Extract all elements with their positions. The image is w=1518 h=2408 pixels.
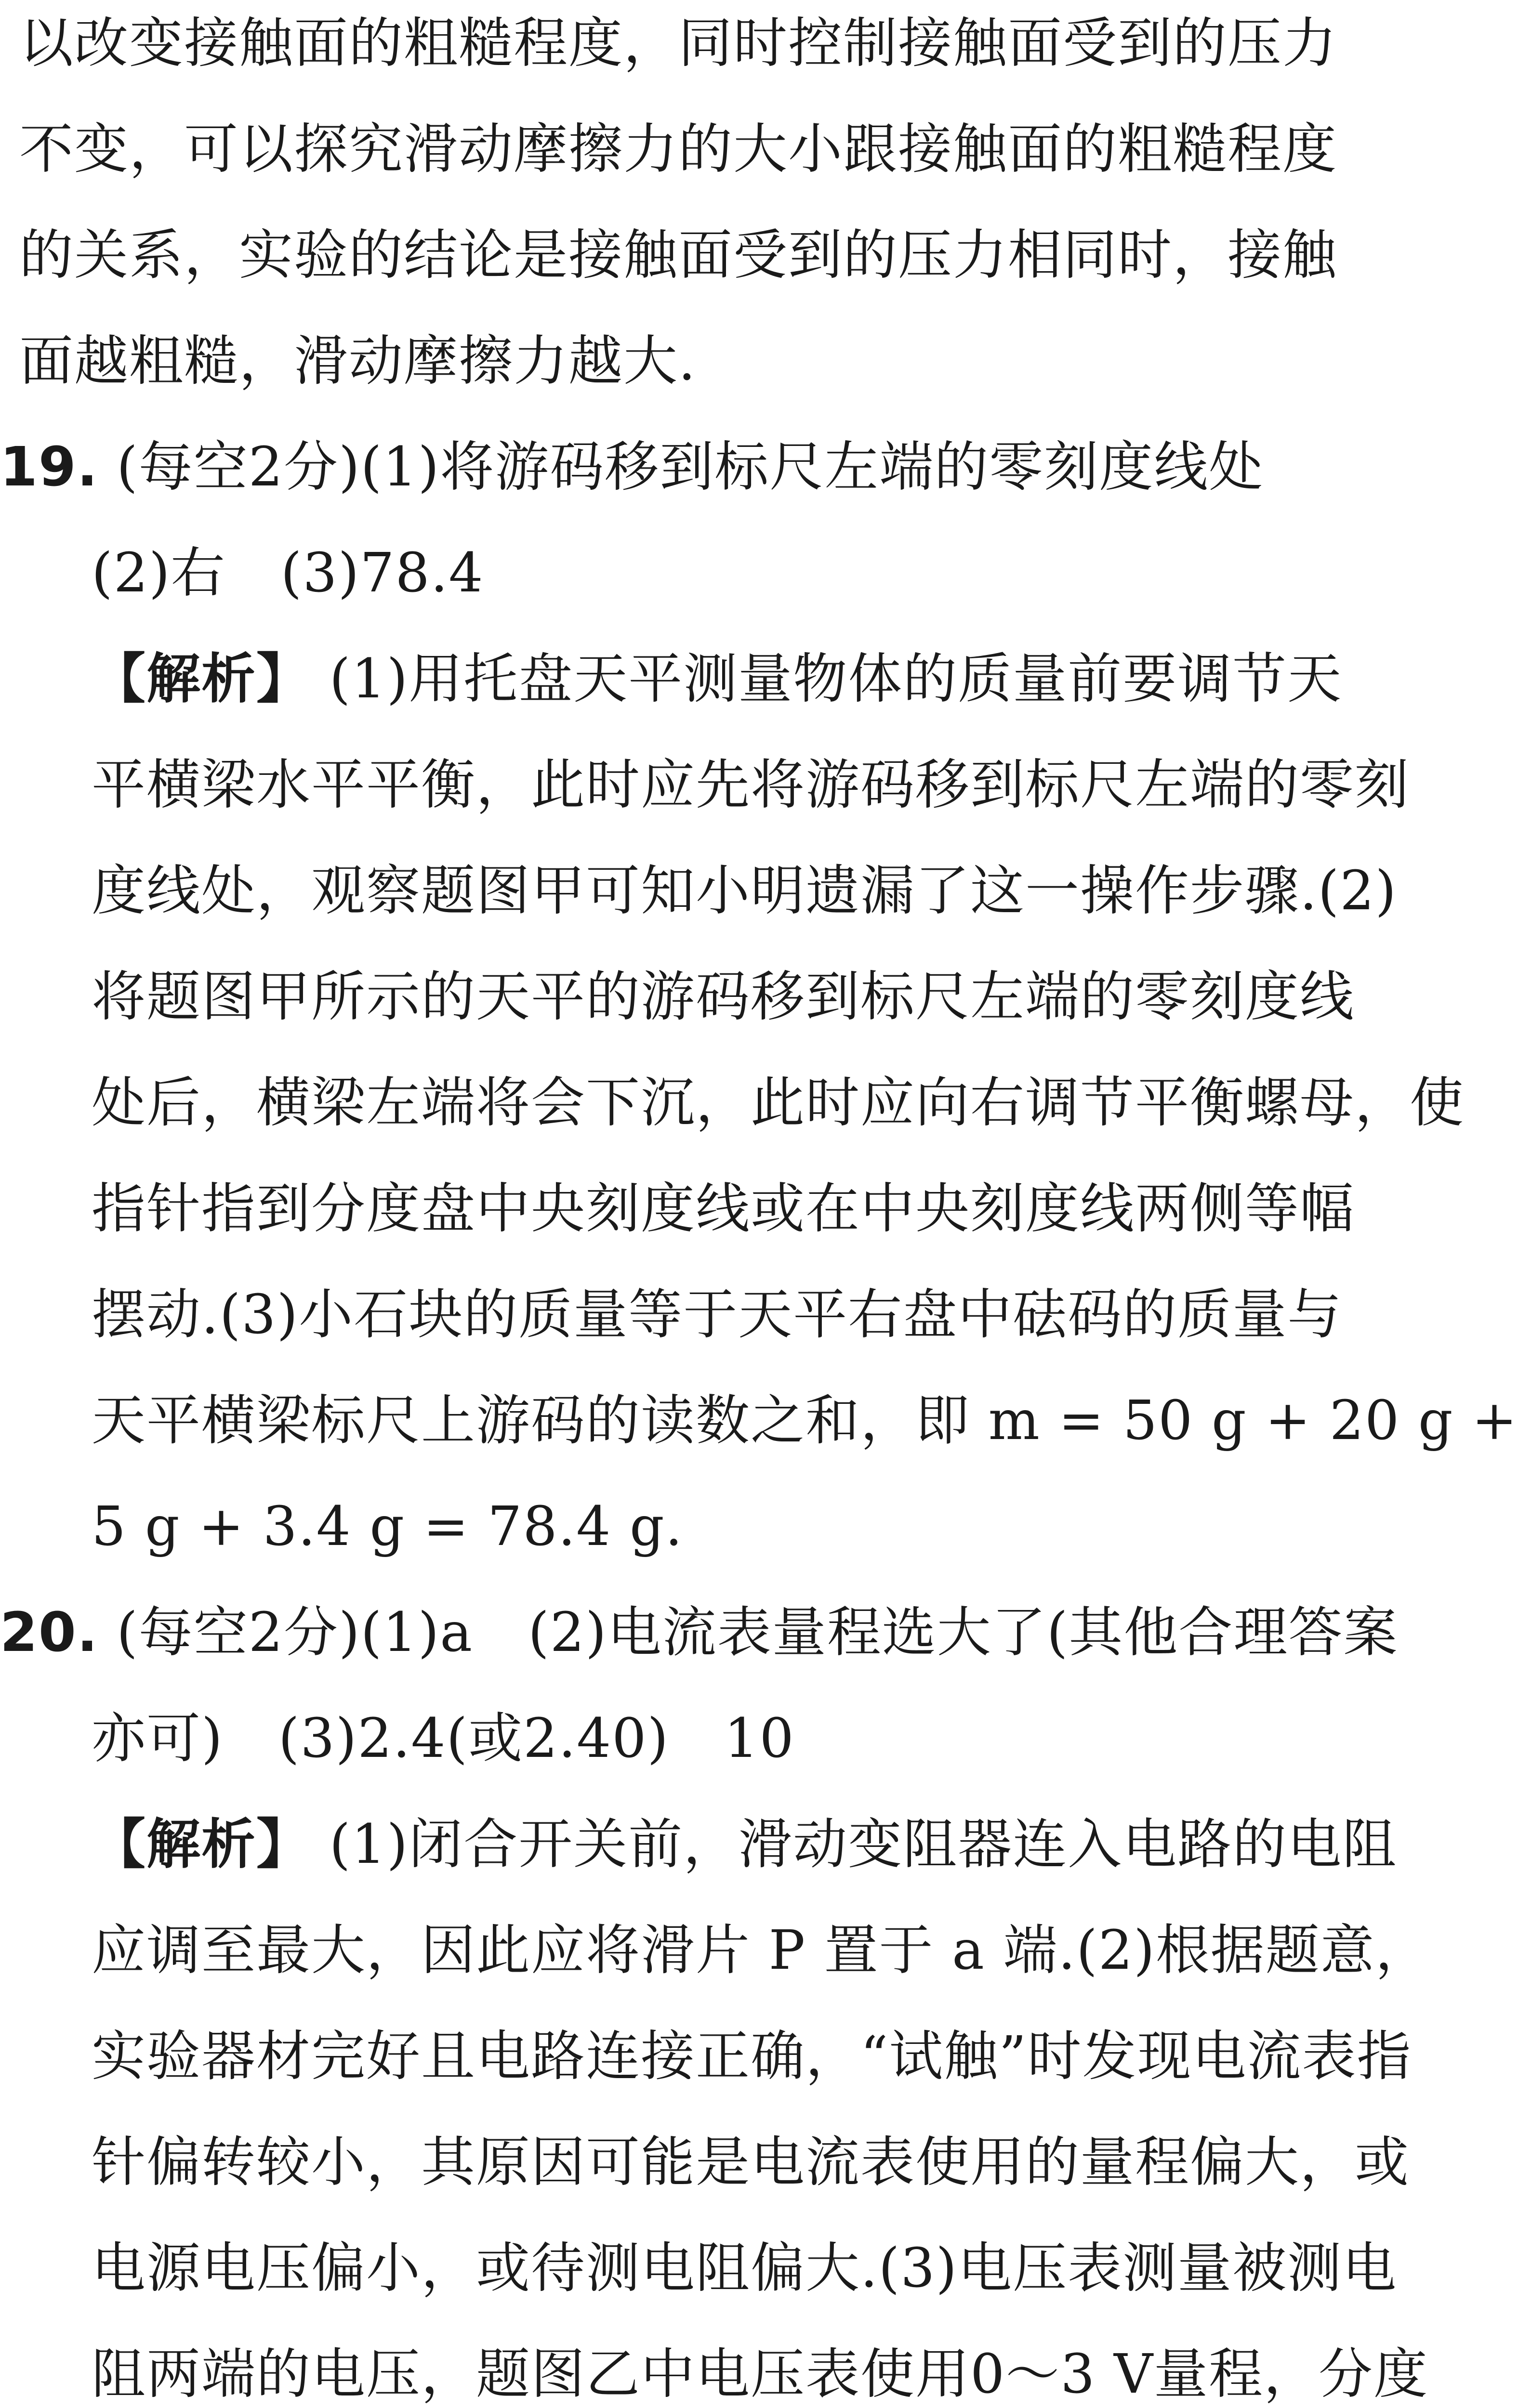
question-number: 19.	[0, 436, 99, 498]
answer-text: (每空2分)(1)将游码移到标尺左端的零刻度线处	[117, 436, 1264, 498]
analysis-text: 度线处，观察题图甲可知小明遗漏了这一操作步骤.(2)	[92, 860, 1398, 922]
analysis-text: 应调至最大，因此应将滑片 P 置于 a 端.(2)根据题意，	[92, 1919, 1430, 1982]
analysis-tag: 【解析】	[92, 648, 311, 710]
question-20-heading	[0, 1599, 1398, 1666]
text-line: 不变，可以探究滑动摩擦力的大小跟接触面的粗糙程度	[19, 118, 1337, 181]
question-number: 20.	[0, 1601, 99, 1664]
text-line: 面越粗糙，滑动摩擦力越大.	[19, 330, 697, 393]
analysis-text: 处后，横梁左端将会下沉，此时应向右调节平衡螺母，使	[92, 1072, 1465, 1134]
analysis-text: 针偏转较小，其原因可能是电流表使用的量程偏大，或	[92, 2131, 1410, 2194]
question-19-heading	[0, 433, 1264, 501]
analysis-line	[92, 645, 1342, 713]
analysis-text: 平横梁水平平衡，此时应先将游码移到标尺左端的零刻	[92, 754, 1410, 816]
answer-text: (2)右 (3)78.4	[92, 542, 484, 604]
analysis-text: (1)用托盘天平测量物体的质量前要调节天	[329, 648, 1343, 710]
analysis-text: 摆动.(3)小石块的质量等于天平右盘中砝码的质量与	[92, 1283, 1343, 1346]
analysis-text: 5 g + 3.4 g = 78.4 g.	[92, 1495, 684, 1558]
analysis-text: 阻两端的电压，题图乙中电压表使用0～3 V量程，分度	[92, 2343, 1428, 2406]
answer-text: (每空2分)(1)a (2)电流表量程选大了(其他合理答案	[117, 1601, 1399, 1664]
analysis-line	[92, 1811, 1397, 1878]
analysis-tag: 【解析】	[92, 1813, 311, 1876]
text-line: 的关系，实验的结论是接触面受到的压力相同时，接触	[19, 224, 1337, 287]
answer-text: 亦可) (3)2.4(或2.40) 10	[92, 1707, 795, 1770]
analysis-text: 电源电压偏小，或待测电阻偏大.(3)电压表测量被测电	[92, 2237, 1398, 2300]
text-line: 以改变接触面的粗糙程度，同时控制接触面受到的压力	[19, 12, 1337, 75]
analysis-text: (1)闭合开关前，滑动变阻器连入电路的电阻	[329, 1813, 1398, 1876]
analysis-text: 将题图甲所示的天平的游码移到标尺左端的零刻度线	[92, 966, 1355, 1028]
analysis-text: 实验器材完好且电路连接正确，“试触”时发现电流表指	[92, 2025, 1412, 2088]
analysis-text: 指针指到分度盘中央刻度线或在中央刻度线两侧等幅	[92, 1178, 1355, 1240]
analysis-text: 天平横梁标尺上游码的读数之和，即 m = 50 g + 20 g +	[92, 1389, 1518, 1452]
